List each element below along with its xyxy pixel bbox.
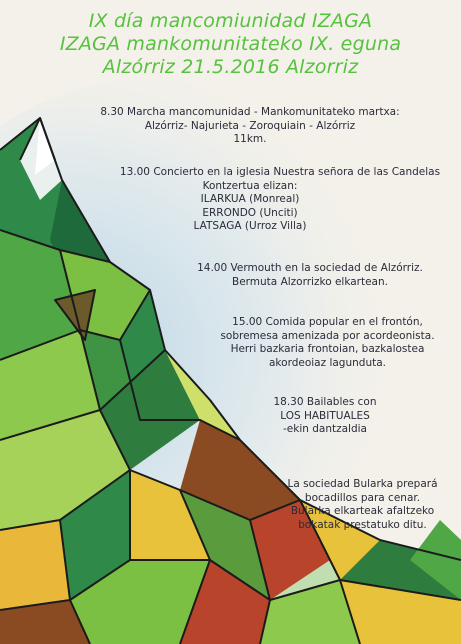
program-lunch — [210, 316, 445, 370]
lunch-line-3: Herri bazkaria frontoian, bazkalostea — [230, 343, 425, 355]
concert-line-2: Kontzertua elizan: — [202, 179, 298, 192]
program-dance — [250, 396, 400, 437]
program-vermouth — [185, 262, 435, 289]
title-basque: IZAGA mankomunitateko IX. eguna — [59, 33, 402, 55]
dinner-line-2: bocadillos para cenar. — [304, 491, 421, 504]
dinner-line-4: bokatak prestatuko ditu. — [298, 518, 427, 531]
title-spanish: IX día mancomiunidad IZAGA — [88, 10, 373, 32]
march-line-3: 11km. — [233, 133, 267, 145]
poster-header — [0, 10, 461, 79]
lunch-line-1: 15.00 Comida popular en el frontón, — [232, 316, 423, 328]
dinner-line-1: La sociedad Bularka preparа́ — [287, 478, 438, 490]
program-march — [95, 106, 405, 147]
lunch-line-2: sobremesa amenizada por acordeonista. — [220, 329, 435, 342]
dance-line-1: 18.30 Bailables con — [273, 396, 377, 408]
lunch-line-4: akordeoiaz lagunduta. — [269, 356, 386, 369]
concert-line-3: ILARKUA (Monreal) — [200, 193, 300, 205]
concert-line-5: LATSAGA (Urroz Villa) — [193, 220, 307, 232]
program-dinner — [275, 478, 450, 532]
vermouth-line-2: Bermuta Alzorrizko elkartean. — [232, 275, 388, 288]
dinner-line-3: Bularka elkarteak afaltzeko — [290, 505, 435, 517]
vermouth-line-1: 14.00 Vermouth en la sociedad de Alzórriz. — [197, 262, 423, 274]
march-line-1: 8.30 Marcha mancomunidad - Mankomunitateko martxa: — [100, 106, 400, 118]
program-concert — [110, 166, 450, 234]
title-date-place: Alzórriz 21.5.2016 Alzorriz — [102, 56, 359, 78]
concert-line-4: ERRONDO (Unciti) — [202, 206, 298, 219]
march-line-2: Alzórriz- Najurieta - Zoroquiain - Alzórriz — [144, 119, 356, 132]
dance-line-2: LOS HABITUALES — [280, 409, 370, 422]
concert-line-1: 13.00 Concierto en la iglesia Nuestra señora de las Candelas — [119, 166, 441, 178]
dance-line-3: -ekin dantzaldia — [283, 423, 367, 435]
